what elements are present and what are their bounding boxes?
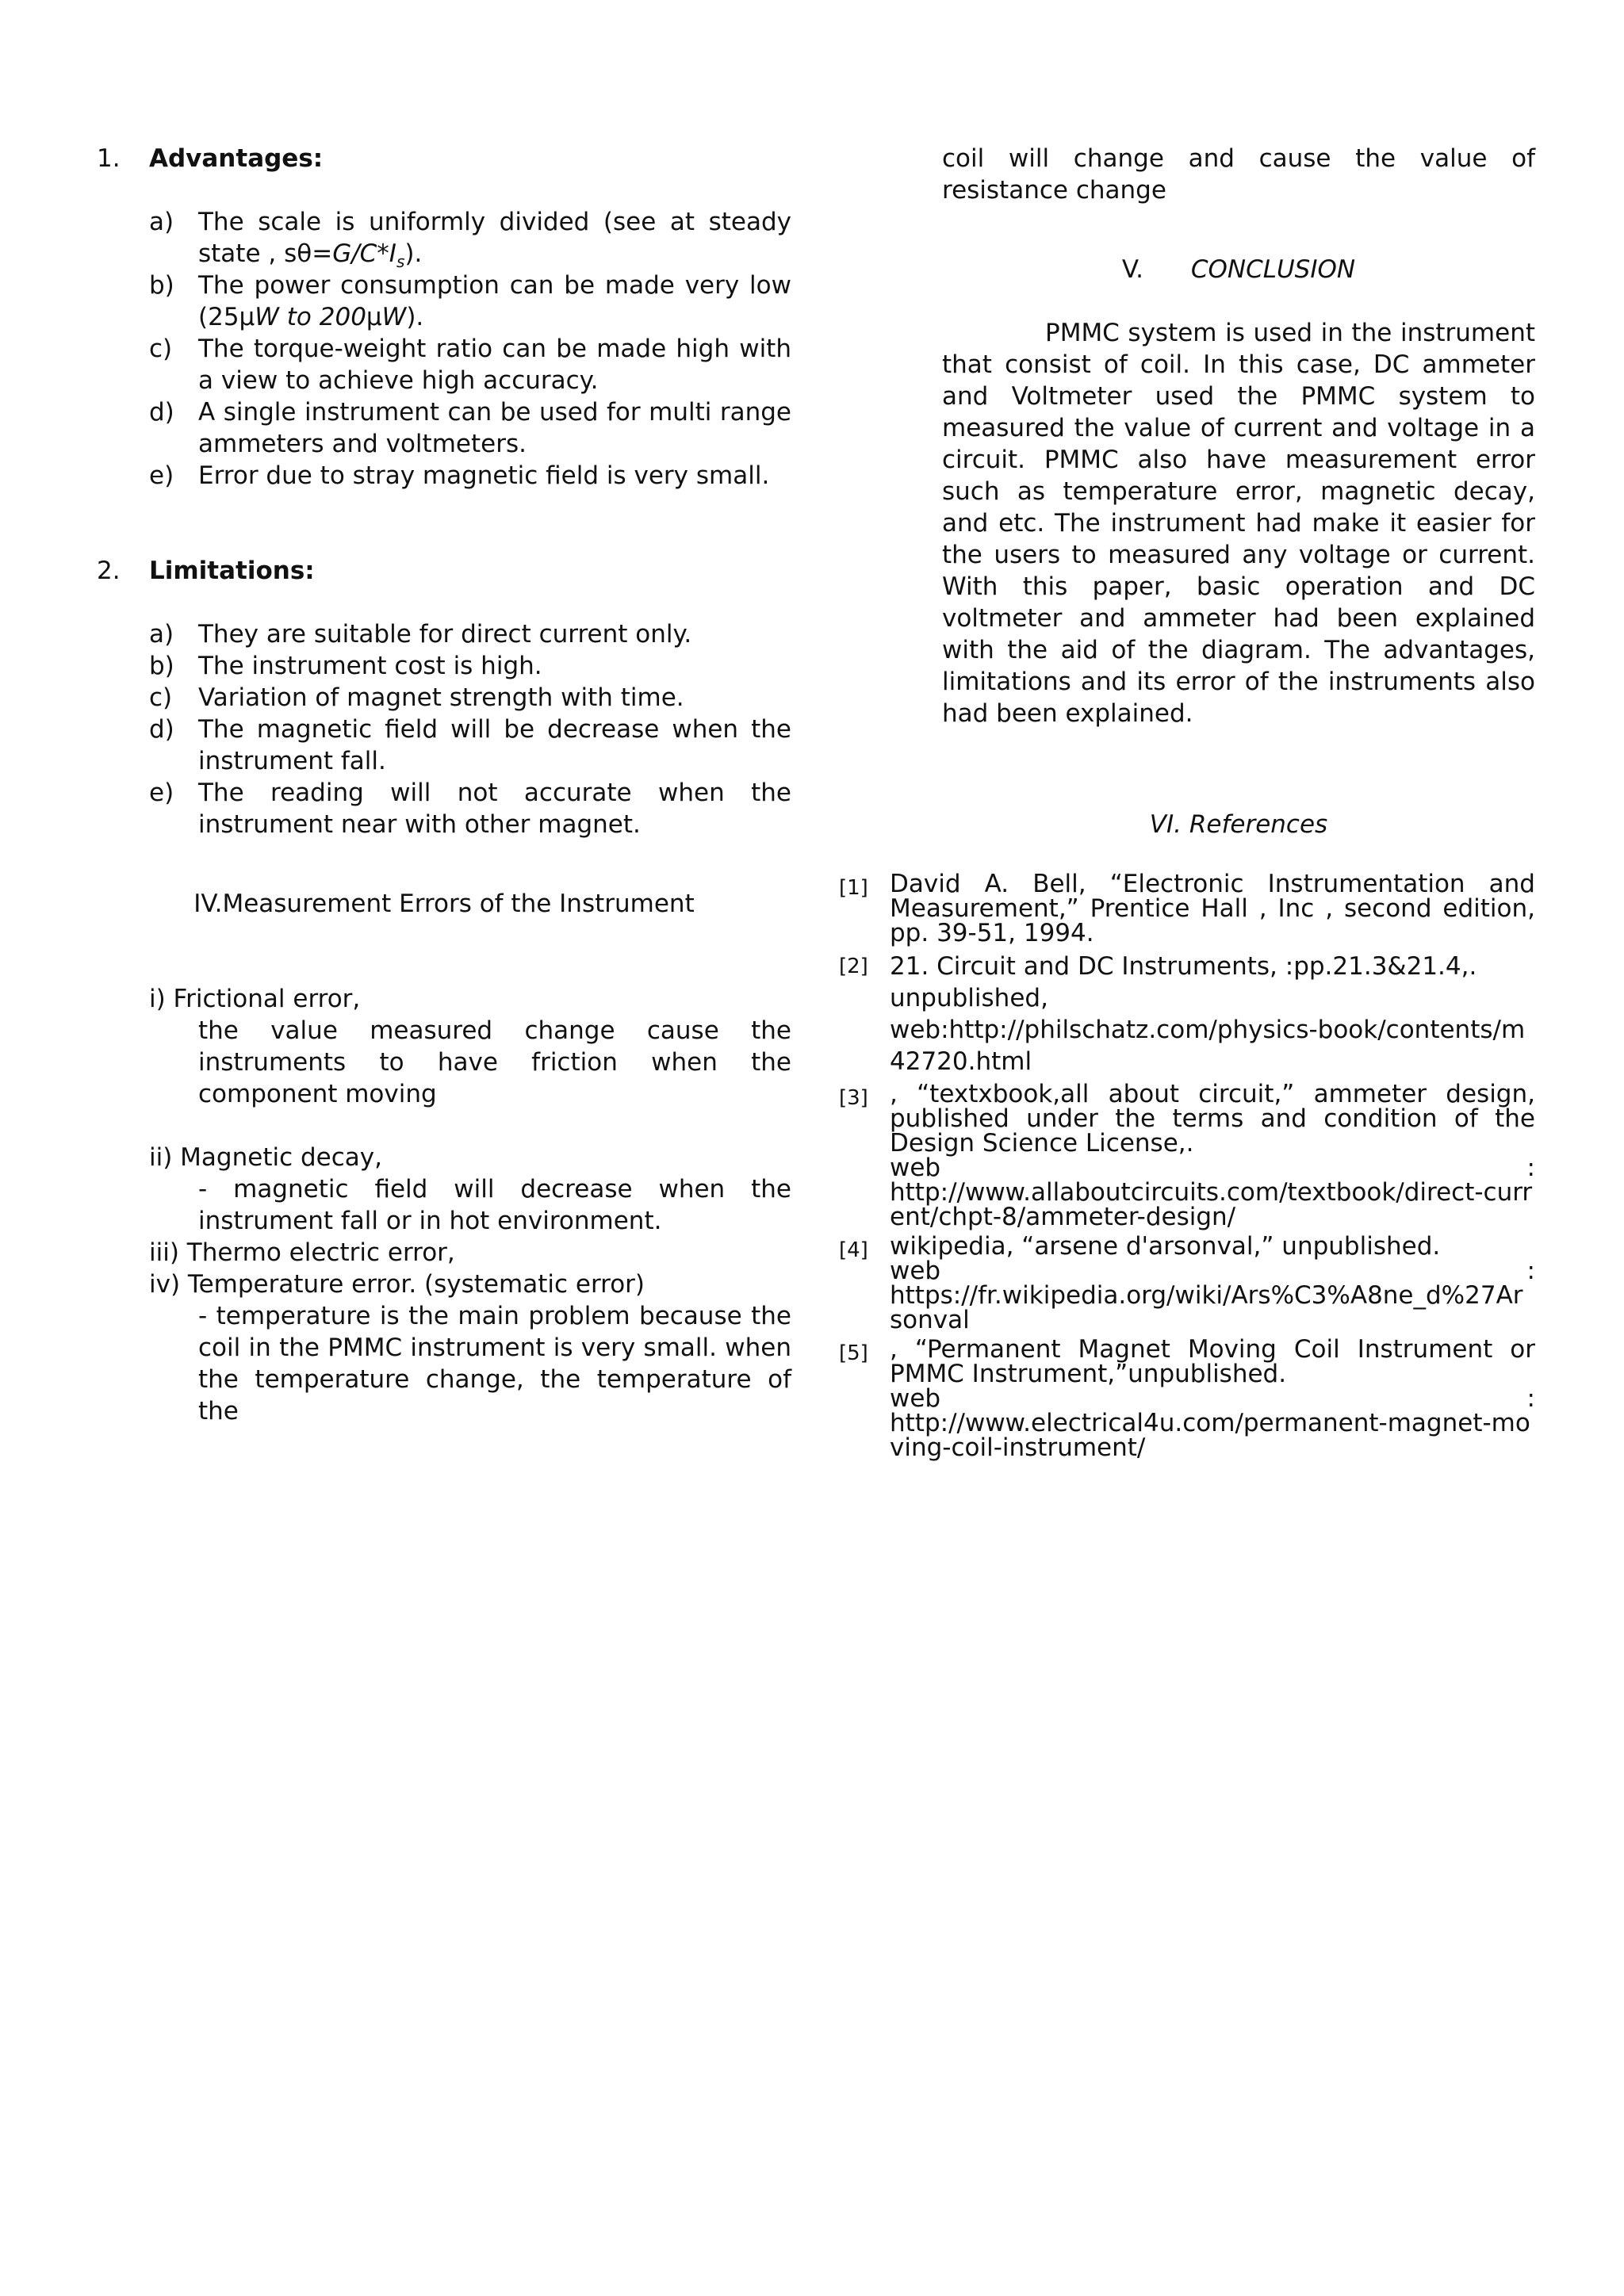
continuation-text: coil will change and cause the value of resistance change	[942, 144, 1535, 205]
frictional-error-body: the value measured change cause the instruments to have friction when the component moving	[198, 1016, 791, 1108]
reference-link[interactable]: https://fr.wikipedia.org/wiki/Ars%C3%A8ne_d%27Arsonval	[890, 1281, 1523, 1334]
advantages-title: Advantages:	[149, 144, 324, 173]
reference-item: [1] David A. Bell, “Electronic Instrumentation and Measurement,” Prentice Hall , Inc , second edition, pp. 39-51, 1994.	[839, 870, 1535, 947]
conclusion-body: PMMC system is used in the instrument that consist of coil. In this case, DC ammeter and Voltmeter used the PMMC system to measured the value of current and voltage in a circuit. PMMC also have measurement error such as temperature error, magnetic decay, and etc. The instrument had make it easier for the users to measured any voltage or current. With this paper, basic operation and DC voltmeter and ammeter had been explained with the aid of the diagram. The advantages, limitations and its error of the instruments also had been explained.	[942, 319, 1535, 728]
references-heading: VI. References	[1149, 810, 1328, 839]
reference-item: [2] 21. Circuit and DC Instruments, :pp.21.3&21.4,. unpublished, web:http://philschatz.com/physics-book/contents/m42720.html	[839, 951, 1535, 1077]
advantages-list	[149, 206, 791, 492]
list-item: b) The power consumption can be made very low (25μW to 200μW).	[149, 271, 791, 331]
advantages-heading	[97, 143, 791, 174]
list-item: e) The reading will not accurate when the instrument near with other magnet.	[149, 779, 791, 839]
reference-item: [4] wikipedia, “arsene d'arsonval,” unpublished. web : https://fr.wikipedia.org/wiki/Ars%C3%A8ne_d%27Arsonval	[839, 1232, 1535, 1334]
thermo-electric-title: iii) Thermo electric error,	[149, 1238, 455, 1267]
references-list	[839, 872, 1535, 1460]
reference-link[interactable]: http://www.electrical4u.com/permanent-magnet-moving-coil-instrument/	[890, 1409, 1530, 1462]
limitations-number: 2.	[97, 557, 121, 585]
left-column	[97, 143, 791, 1427]
limitations-list	[149, 618, 791, 840]
list-item: d) A single instrument can be used for multi range ammeters and voltmeters.	[149, 398, 791, 458]
reference-link[interactable]: web:http://philschatz.com/physics-book/contents/m42720.html	[890, 1016, 1526, 1076]
temperature-error-body: - temperature is the main problem because the coil in the PMMC instrument is very small. when the temperature change, the temperature of the	[198, 1302, 791, 1425]
list-item: b) The instrument cost is high.	[149, 652, 542, 680]
limitations-heading	[97, 555, 791, 587]
temperature-error-title: iv) Temperature error. (systematic error)	[149, 1270, 645, 1299]
frictional-error-title: i) Frictional error,	[149, 985, 361, 1013]
advantages-number: 1.	[97, 144, 121, 173]
conclusion-title: CONCLUSION	[1190, 255, 1356, 284]
list-item: a) The scale is uniformly divided (see at steady state , $s\theta=G/C*I_s$).	[149, 208, 791, 272]
right-column	[839, 143, 1535, 1465]
conclusion-heading	[839, 254, 1535, 285]
list-item: e) Error due to stray magnetic field is very small.	[149, 461, 770, 490]
list-item: c) The torque-weight ratio can be made high with a view to achieve high accuracy.	[149, 335, 791, 395]
magnetic-decay-body: - magnetic field will decrease when the instrument fall or in hot environment.	[198, 1175, 791, 1235]
list-item: a) They are suitable for direct current only.	[149, 620, 692, 649]
list-item: d) The magnetic field will be decrease when the instrument fall.	[149, 715, 791, 775]
limitations-title: Limitations:	[149, 557, 315, 585]
measurement-errors-heading: IV.Measurement Errors of the Instrument	[193, 890, 695, 918]
list-item: c) Variation of magnet strength with time.	[149, 683, 684, 712]
reference-item: [3] , “textxbook,all about circuit,” ammeter design, published under the terms and condition of the Design Science License,. web : http://www.allaboutcircuits.com/textbook/direct-current/chpt-8/ammeter-design/	[839, 1080, 1535, 1231]
magnetic-decay-title: ii) Magnetic decay,	[149, 1143, 382, 1172]
reference-link[interactable]: http://www.allaboutcircuits.com/textbook/direct-current/chpt-8/ammeter-design/	[890, 1178, 1533, 1231]
conclusion-number: V.	[1121, 255, 1143, 284]
reference-item: [5] , “Permanent Magnet Moving Coil Instrument or PMMC Instrument,”unpublished. web : http://www.electrical4u.com/permanent-magnet-moving-coil-instrument/	[839, 1335, 1535, 1462]
